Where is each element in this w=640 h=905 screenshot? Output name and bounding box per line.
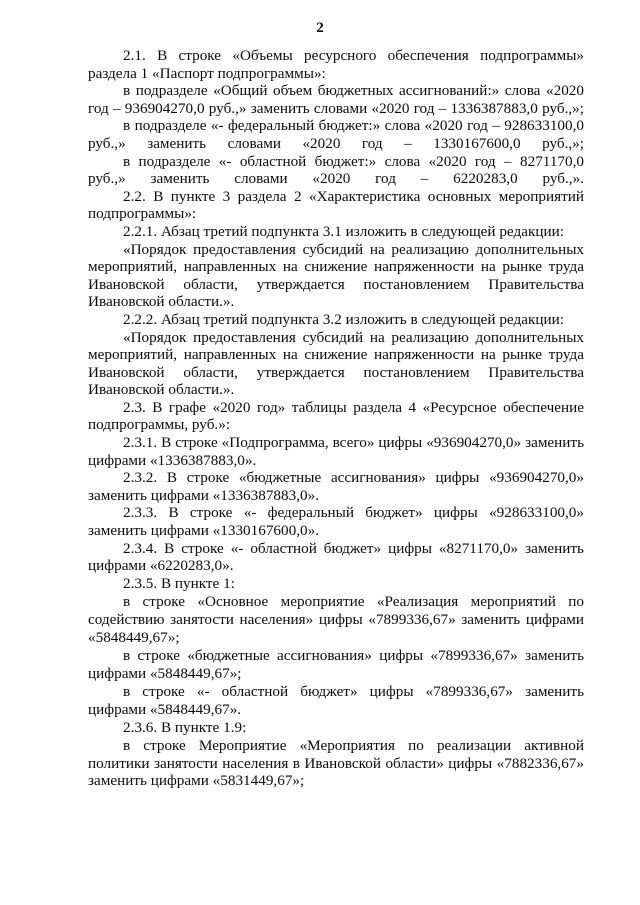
paragraph-2-2-1: 2.2.1. Абзац третий подпункта 3.1 изложить в следующей редакции: <box>123 222 564 240</box>
paragraph-2-3-5-budget: в строке «бюджетные ассигнования» цифры «7899336,67» заменить цифрами «5848449,67»; <box>88 647 584 682</box>
paragraph-2-3-3: 2.3.3. В строке «- федеральный бюджет» цифры «928633100,0» заменить цифрами «1330167600,0». <box>88 504 584 540</box>
paragraph-2-3-5-regional: в строке «- областной бюджет» цифры «7899336,67» заменить цифрами «5848449,67». <box>88 683 584 718</box>
paragraph-2-2-2-quote: «Порядок предоставления субсидий на реализацию дополнительных мероприятий, направленных на снижение напряженности на рынке труда Ивановской области, утверждается постановлением Правительства Ивановской области.». <box>88 328 584 399</box>
paragraph-2-1-federal: в подразделе «- федеральный бюджет:» слова «2020 год – 928633100,0 руб.,» заменить словами «2020 год – 1330167600,0 руб.,»; <box>88 117 584 152</box>
paragraph-2-3-1: 2.3.1. В строке «Подпрограмма, всего» цифры «936904270,0» заменить цифрами «1336387883,0». <box>88 434 584 469</box>
paragraph-2-3: 2.3. В графе «2020 год» таблицы раздела 4 «Ресурсное обеспечение подпрограммы, руб.»: <box>88 398 584 434</box>
paragraph-2-1-regional: в подразделе «- областной бюджет:» слова «2020 год – 8271170,0 руб.,» заменить словами «2020 год – 6220283,0 руб.,». <box>88 152 584 188</box>
paragraph-2-3-2: 2.3.2. В строке «бюджетные ассигнования» цифры «936904270,0» заменить цифрами «1336387883,0». <box>88 469 584 504</box>
paragraph-2-3-5-main: в строке «Основное мероприятие «Реализация мероприятий по содействию занятости населения» цифры «7899336,67» заменить цифрами «5848449,67»; <box>88 593 584 646</box>
paragraph-2-2-2: 2.2.2. Абзац третий подпункта 3.2 изложить в следующей редакции: <box>123 310 564 328</box>
page-number: 2 <box>316 20 324 36</box>
paragraph-2-3-4: 2.3.4. В строке «- областной бюджет» цифры «8271170,0» заменить цифрами «6220283,0». <box>88 539 584 575</box>
paragraph-2-2-1-quote: «Порядок предоставления субсидий на реализацию дополнительных мероприятий, направленных на снижение напряженности на рынке труда Ивановской области, утверждается постановлением Правительства Ивановской области.». <box>88 240 584 311</box>
paragraph-2-2: 2.2. В пункте 3 раздела 2 «Характеристика основных мероприятий подпрограммы»: <box>88 187 584 223</box>
paragraph-2-3-6: 2.3.6. В пункте 1.9: <box>123 718 247 736</box>
paragraph-2-3-5: 2.3.5. В пункте 1: <box>123 574 235 592</box>
paragraph-2-1: 2.1. В строке «Объемы ресурсного обеспечения подпрограммы» раздела 1 «Паспорт подпрограммы»: <box>88 47 584 82</box>
paragraph-2-3-6-activity: в строке Мероприятие «Мероприятия по реализации активной политики занятости населения в Ивановской области» цифры «7882336,67» заменить цифрами «5831449,67»; <box>88 737 584 790</box>
paragraph-2-1-total: в подразделе «Общий объем бюджетных ассигнований:» слова «2020 год – 936904270,0 руб.,» заменить словами «2020 год – 1336387883,0 руб.,»; <box>88 82 584 117</box>
document-body <box>88 47 584 790</box>
